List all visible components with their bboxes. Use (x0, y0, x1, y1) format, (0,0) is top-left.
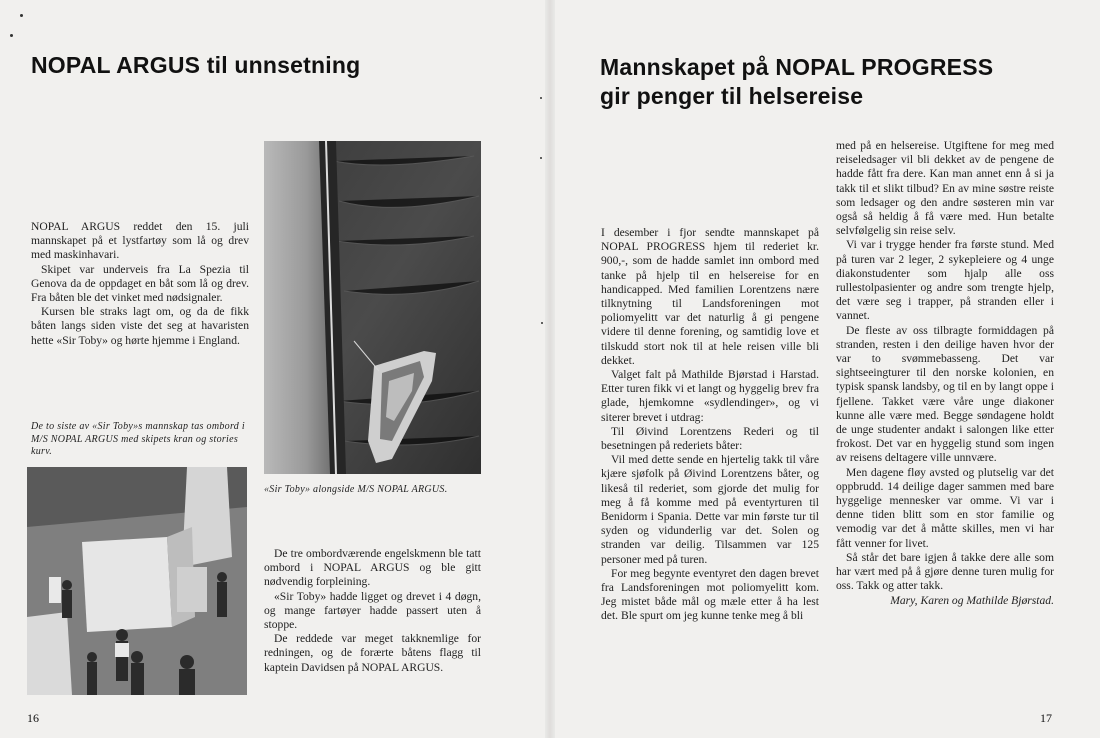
left-body-text (264, 547, 481, 675)
paragraph: De fleste av oss tilbragte formiddagen på stranden, resten i den deilige haven hvor der var to svømmebasseng. Det var sightseeingturer til den norske kolonien, en typisk spansk landsby, og til en by langt oppe i fjellene. Takket være våre unge diakoner kunne alle være med. Begge søndagene holdt de unge studenter andakt i salongen like etter frokost. Det var en hyggelig stund som ingen av reisens deltagere ville unnvære. (836, 323, 1054, 465)
paragraph: Vil med dette sende en hjertelig takk til våre kjære sjøfolk på Øivind Lorentzens båter, og likeså til rederiet, som gjorde det mulig for meg å få komme med på eventyrturen til Benidorm i Spania. Dette var min første tur til syden og vidunderlig var det. Solen og stranden var deilig. Tilsammen var 125 personer med på turen. (601, 453, 819, 566)
ship-alongside-photo (264, 141, 481, 474)
paragraph: Men dagene fløy avsted og plutselig var det oppbrudd. 14 deilige dager sammen med bare hyggelige mennesker var omme. Vi var i denne tiden blitt som en stor familie og vemodig var det å måtte skilles, men vi har fått venner for livet. (836, 465, 1054, 550)
right-headline (600, 53, 1080, 111)
page-number-left: 16 (27, 711, 39, 725)
left-headline: NOPAL ARGUS til unnsetning (31, 52, 361, 78)
paragraph: med på en helsereise. Utgiftene for meg med reiseledsager vil bli dekket av de pengene de hadde fått fra dere. Kan man annet enn å si ja takk til et slikt tilbud? En av mine søstre reiste som ledsager og den andre søsteren min var også så heldig å få være med. Hun betalte selvfølgelig sin reise selv. (836, 139, 1054, 238)
paragraph: De tre ombordværende engelskmenn ble tatt ombord i NOPAL ARGUS og ble gitt nødvendig forpleining. (264, 547, 481, 589)
paragraph: Så står det bare igjen å takke dere alle som har vært med på å gjøre denne turen mulig for oss. Takk og atter takk. (836, 550, 1054, 593)
right-column-2 (836, 139, 1054, 608)
right-headline-line1: Mannskapet på NOPAL PROGRESS (600, 54, 994, 80)
paragraph: Valget falt på Mathilde Bjørstad i Harstad. Etter turen fikk vi et langt og hyggelig brev fra glade, hjemkomne «sydlendinger», og vi siterer brevet i utdrag: (601, 368, 819, 424)
scan-speck (541, 322, 543, 324)
caption-alongside: «Sir Toby» alongside M/S NOPAL ARGUS. (264, 484, 448, 495)
ship-hull-and-boat-photo-image (264, 141, 481, 474)
scan-speck (540, 97, 542, 99)
paragraph: NOPAL ARGUS reddet den 15. juli mannskapet på et lystfartøy som lå og drev med maskinhavari. (31, 220, 249, 262)
right-headline-line2: gir penger til helsereise (600, 83, 864, 109)
scan-speck (10, 34, 13, 37)
paragraph: I desember i fjor sendte mannskapet på NOPAL PROGRESS hjem til rederiet kr. 900,-, som de hadde samlet inn ombord med tanke på hjelp til en helsereise for en handicapped. Med familien Lorentzens nære tilknytning til Landsforeningen mot poliomyelitt var det naturlig å gi pengene videre til denne forening, og samtidig love et tilskudd stort nok til at hele reisen ville bli dekket. (601, 226, 819, 367)
paragraph: For meg begynte eventyret den dagen brevet fra Landsforeningen mot poliomyelitt kom. Jeg mistet både mål og mæle etter å ha lest det. Ble spurt om jeg kunne tenke meg å bli (601, 566, 819, 623)
paragraph: Kursen ble straks lagt om, og da de fikk båten langs siden viste det seg at havaristen hette «Sir Toby» og hørte hjemme i England. (31, 305, 249, 347)
scan-speck (540, 157, 542, 159)
page-number-right: 17 (1040, 711, 1052, 725)
paragraph: «Sir Toby» hadde ligget og drevet i 4 døgn, og mange fartøyer hadde passert uten å stoppe. (264, 589, 481, 632)
deck-crew-photo-image (27, 467, 247, 695)
signature: Mary, Karen og Mathilde Bjørstad. (890, 593, 1054, 607)
paragraph: Vi var i trygge hender fra første stund. Med på turen var 2 leger, 2 sykepleiere og 4 unge diakonstudenter som hjalp alle oss rullestolpasienter og andre som trengte hjelp, det være seg i trapper, på stranden eller i vannet. (836, 238, 1054, 323)
caption-crane: De to siste av «Sir Toby»s mannskap tas ombord i M/S NOPAL ARGUS med skipets kran og stories kurv. (31, 421, 245, 458)
paragraph: Skipet var underveis fra La Spezia til Genova da de oppdaget en båt som lå og drev. Fra båten ble det vinket med nødsignaler. (31, 262, 249, 305)
paragraph: De reddede var meget takknemlige for redningen, og de forærte båtens flagg til kaptein Davidsen på NOPAL ARGUS. (264, 632, 481, 674)
right-column-1 (601, 226, 819, 624)
scan-speck (20, 14, 23, 17)
paragraph: Til Øivind Lorentzens Rederi og til besetningen på rederiets båter: (601, 424, 819, 453)
left-intro-text (31, 220, 249, 348)
crew-on-deck-photo (27, 467, 247, 695)
page-gutter (545, 0, 555, 738)
